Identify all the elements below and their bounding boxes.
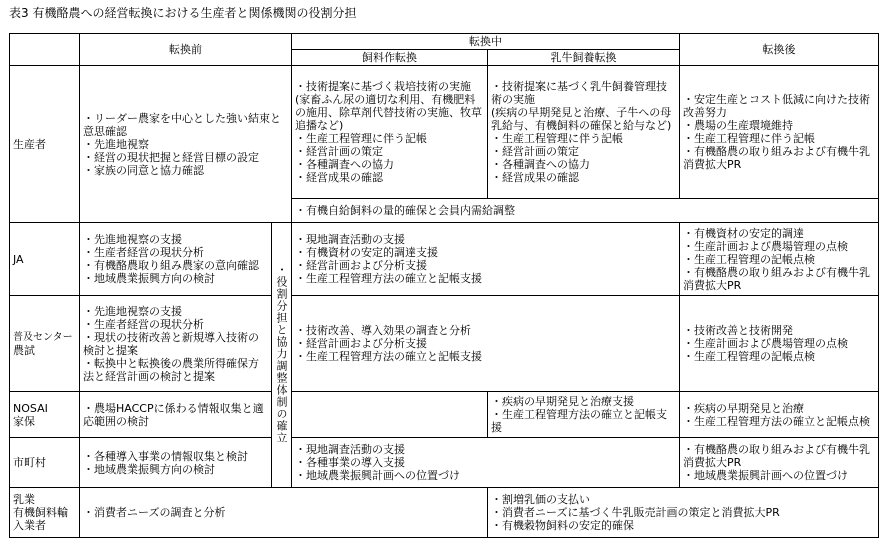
list-item: ・ 技術提案に基づく栽培技術の実施 <box>295 80 484 93</box>
list-item: ・ 消費者ニーズの調査と分析 <box>83 506 484 519</box>
list-item: ・ 各種調査への協力 <box>491 158 676 171</box>
list-item: ・ 生産者経営の現状分析 <box>83 246 268 259</box>
list-item: ・ 各種導入事業の情報収集と検討 <box>83 450 268 463</box>
list-item: ・ 有機穀物飼料の安定的確保 <box>491 519 875 532</box>
row-label-nosai: NOSAI 家保 <box>10 392 80 438</box>
list-item: ・ 生産工程管理の記帳点検 <box>683 253 875 266</box>
row-dairy <box>10 488 879 538</box>
extension-before <box>80 296 272 392</box>
list-item: ・ 経営成果の確認 <box>295 171 484 184</box>
header-row-1 <box>10 34 879 50</box>
extension-after <box>680 296 879 392</box>
row-label-dairy: 乳業 有機飼料輸 入業者 <box>10 488 80 538</box>
nosai-feed-empty <box>292 392 488 438</box>
list-item: ・ 現状の技術改善と新規導入技術の検討と提案 <box>83 331 268 357</box>
header-milk: 乳牛飼養転換 <box>488 50 680 66</box>
row-ja <box>10 223 879 296</box>
list-item: ・ 生産者経営の現状分析 <box>83 318 268 331</box>
list-item: ・ リーダー農家を中心とした強い結束と意思確認 <box>83 112 288 138</box>
list-item: ・ 経営計画の策定 <box>295 145 484 158</box>
list-item: ・ 有機酪農取り組み農家の意向確認 <box>83 259 268 272</box>
list-item: ・ 経営成果の確認 <box>491 171 676 184</box>
note-text: (家畜ふん尿の適切な利用、有機肥料の施用、除草剤代替技術の実施、牧草追播など) <box>295 93 482 132</box>
list-item: ・ 農場HACCPに係わる情報収集と適応範囲の検討 <box>83 402 268 428</box>
table-caption: 表3 有機酪農への経営転換における生産者と関係機関の役割分担 <box>9 6 357 20</box>
list-item: ・ 経営計画の策定 <box>491 145 676 158</box>
extension-during <box>292 296 680 392</box>
header-after: 転換後 <box>680 34 879 66</box>
list-item: ・ 技術改善と技術開発 <box>683 324 875 337</box>
row-city <box>10 438 879 488</box>
city-during <box>292 438 680 488</box>
role-table <box>9 33 879 538</box>
city-after <box>680 438 879 488</box>
list-item: ・ 生産工程管理方法の確立と記帳支援 <box>295 272 676 285</box>
list-item: ・ 疾病の早期発見と治療 <box>683 402 875 415</box>
vertical-role-label: ・役割分担と協力調整体制の確立 <box>272 223 292 488</box>
nosai-milk <box>488 392 680 438</box>
list-item: ・ 生産工程管理に伴う記帳 <box>683 132 875 145</box>
list-item: ・ 割増乳価の支払い <box>491 493 875 506</box>
list-item: ・ 各種調査への協力 <box>295 158 484 171</box>
list-item: ・ 経営の現状把握と経営目標の設定 <box>83 151 288 164</box>
list-item: ・ 生産計画および農場管理の点検 <box>683 240 875 253</box>
row-nosai <box>10 392 879 438</box>
list-item: ・ 経営計画および分析支援 <box>295 259 676 272</box>
list-item: ・ 先進地視察の支援 <box>83 305 268 318</box>
list-item: ・ 有機酪農の取り組みおよび有機牛乳消費拡大PR <box>683 266 875 292</box>
producer-milk <box>488 66 680 199</box>
list-item: ・ 生産計画および農場管理の点検 <box>683 337 875 350</box>
row-producer <box>10 66 879 199</box>
list-item: ・ 有機自給飼料の量的確保と会員内需給調整 <box>295 204 875 217</box>
list-item: ・ 生産工程管理の記帳点検 <box>683 350 875 363</box>
list-item: ・ 疾病の早期発見と治療支援 <box>491 395 676 408</box>
list-item: ・ 生産工程管理方法の確立と記帳支援 <box>295 350 676 363</box>
row-label-city: 市町村 <box>10 438 80 488</box>
producer-before <box>80 66 292 223</box>
row-label-extension: 普及センター 農試 <box>10 296 80 392</box>
list-item: ・ 有機酪農の取り組みおよび有機牛乳消費拡大PR <box>683 443 875 469</box>
list-item: ・ 現地調査活動の支援 <box>295 233 676 246</box>
city-before <box>80 438 272 488</box>
header-before: 転換前 <box>80 34 292 66</box>
nosai-before <box>80 392 272 438</box>
list-item: ・ 有機酪農の取り組みおよび有機牛乳消費拡大PR <box>683 145 875 171</box>
list-item: ・ 地域農業振興計画への位置づけ <box>295 469 676 482</box>
list-item: ・ 地域農業振興計画への位置づけ <box>683 469 875 482</box>
list-item: ・ 現地調査活動の支援 <box>295 443 676 456</box>
list-item: ・ 技術提案に基づく乳牛飼養管理技術の実施 <box>491 80 676 106</box>
list-item: ・ 消費者ニーズに基づく牛乳販売計画の策定と消費拡大PR <box>491 506 875 519</box>
header-during: 転換中 <box>292 34 680 50</box>
dairy-right <box>488 488 879 538</box>
list-item: ・ 生産工程管理に伴う記帳 <box>491 132 676 145</box>
list-item: ・ 有機資材の安定的調達 <box>683 227 875 240</box>
header-empty <box>10 34 80 66</box>
list-item: ・ 地域農業振興方向の検討 <box>83 272 268 285</box>
header-feed: 飼料作転換 <box>292 50 488 66</box>
producer-after <box>680 66 879 199</box>
list-item: ・ 先進地視察の支援 <box>83 233 268 246</box>
producer-shared <box>292 199 879 223</box>
list-item: ・ 有機資材の安定的調達支援 <box>295 246 676 259</box>
note-text: (疾病の早期発見と治療、子牛への母乳給与、有機飼料の確保と給与など) <box>491 106 672 132</box>
list-item: ・ 先進地視察 <box>83 138 288 151</box>
list-item: ・ 家族の同意と協力確認 <box>83 164 288 177</box>
list-item: ・ 転換中と転換後の農業所得確保方法と経営計画の検討と提案 <box>83 357 268 383</box>
list-item: ・ 各種事業の導入支援 <box>295 456 676 469</box>
row-label-producer: 生産者 <box>10 66 80 223</box>
list-item: ・ 生産工程管理方法の確立と記帳支援 <box>491 408 676 434</box>
list-item: ・ 地域農業振興方向の検討 <box>83 463 268 476</box>
list-item: ・ 安定生産とコスト低減に向けた技術改善努力 <box>683 93 875 119</box>
list-item: ・ 経営計画および分析支援 <box>295 337 676 350</box>
dairy-before <box>80 488 488 538</box>
list-item: ・ 農場の生産環境維持 <box>683 119 875 132</box>
ja-during <box>292 223 680 296</box>
row-extension <box>10 296 879 392</box>
list-item: ・ 技術改善、導入効果の調査と分析 <box>295 324 676 337</box>
ja-before <box>80 223 272 296</box>
list-item: ・ 生産工程管理に伴う記帳 <box>295 132 484 145</box>
row-label-ja: JA <box>10 223 80 296</box>
nosai-after <box>680 392 879 438</box>
producer-feed <box>292 66 488 199</box>
list-item: ・ 生産工程管理方法の確立と記帳点検 <box>683 415 875 428</box>
ja-after <box>680 223 879 296</box>
